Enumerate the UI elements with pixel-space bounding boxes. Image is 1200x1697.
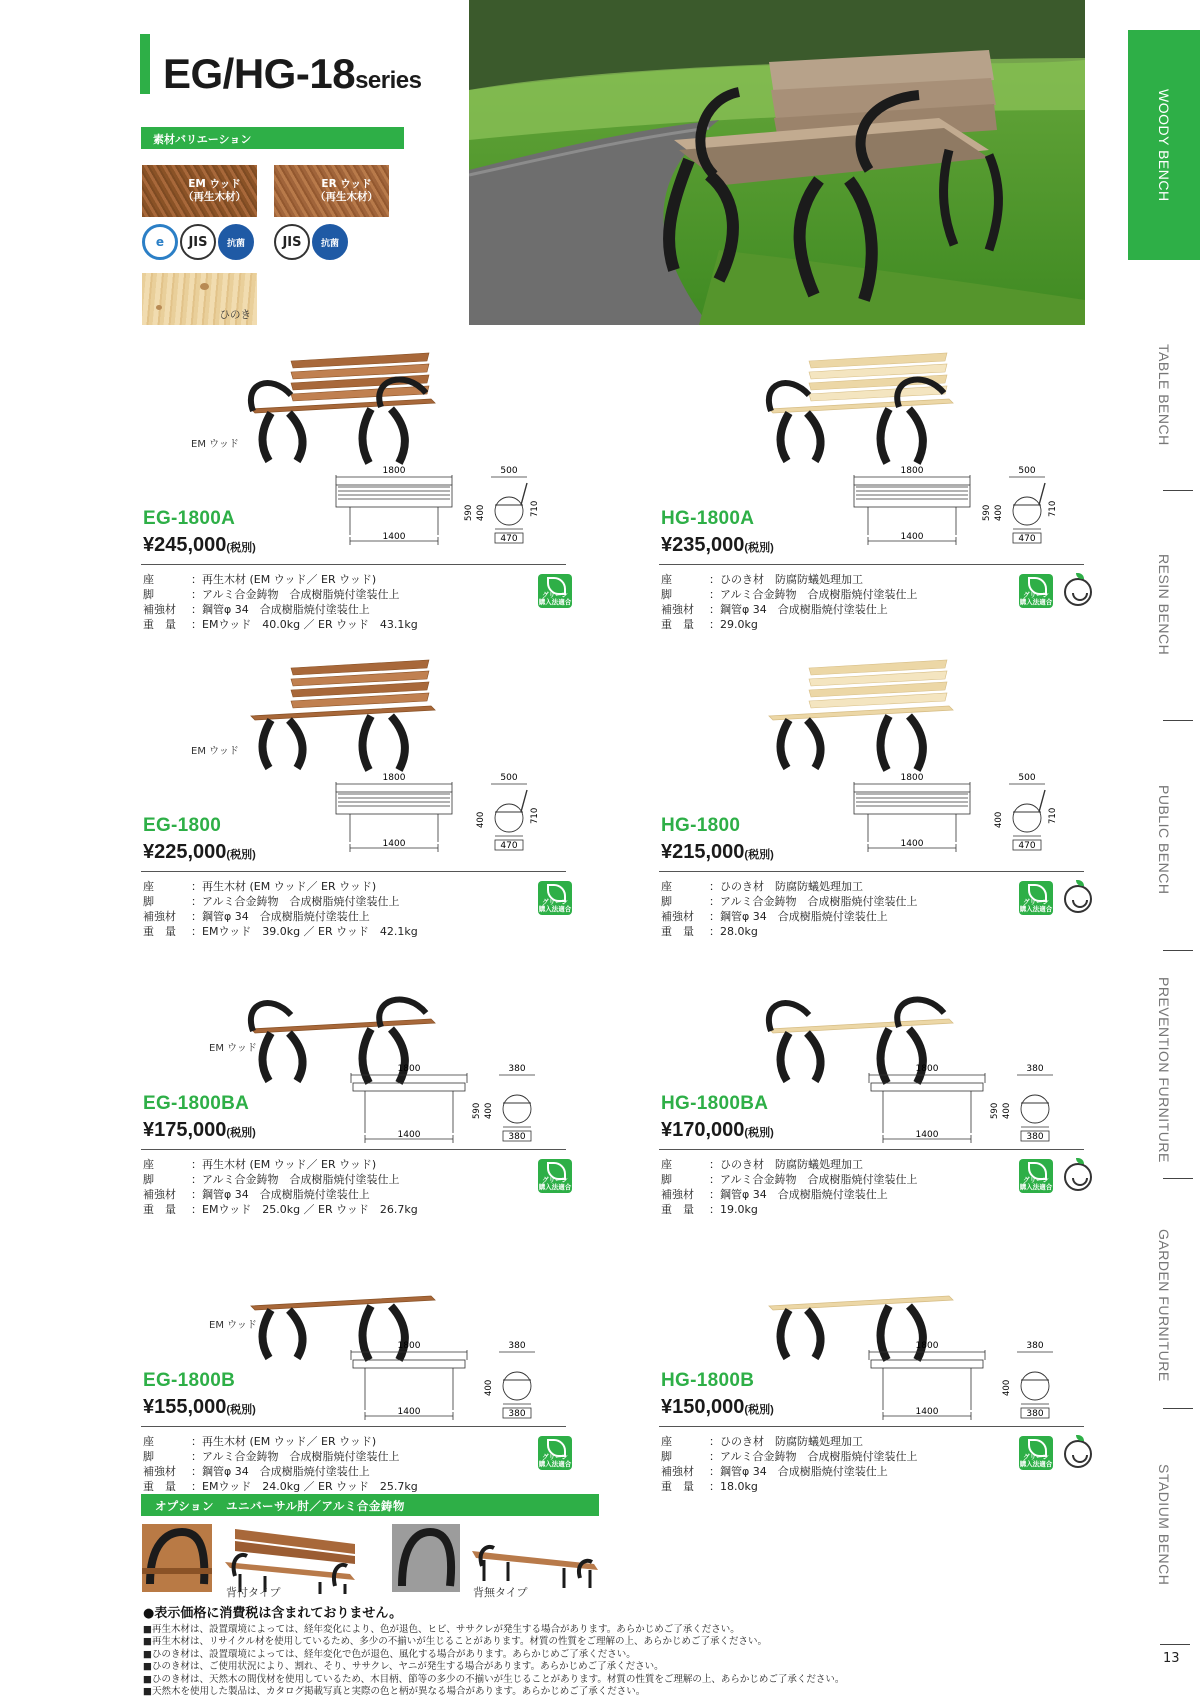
dim-seat-height: 590 [982,504,992,521]
spec-value: ：アルミ合金鋳物 合成樹脂焼付塗装仕上 [191,588,400,601]
eco-icon: e [142,224,178,260]
spec-row [143,894,418,909]
dim-width: 1800 [900,466,924,476]
materials-label: 素材バリエーション [141,127,404,149]
spec-key: 座 [143,573,154,586]
product-eg-1800a [141,345,581,645]
section-rule [659,1426,1084,1427]
title-suffix: series [355,67,422,94]
material-tag: EM ウッド [191,746,239,757]
dim-total-height: 710 [1048,500,1058,517]
model-number: HG-1800A [661,508,755,529]
dim-depth: 380 [1026,1064,1044,1074]
product-eg-1800ba [141,955,581,1255]
spec-key: 脚 [143,588,154,601]
spec-row [143,587,418,602]
bench-illustration [749,345,969,475]
spec-value: ：EMウッド 40.0kg ／ ER ウッド 43.1kg [191,618,418,631]
spec-key: 重 量 [661,1480,694,1493]
spec-value: ：鋼管φ 34 合成樹脂焼付塗装仕上 [709,910,888,923]
dim-width: 1800 [397,1341,421,1351]
model-number: HG-1800B [661,1370,755,1391]
spec-list [661,1434,918,1494]
spec-row [143,1172,418,1187]
spec-key: 脚 [661,588,672,601]
spec-key: 座 [143,1158,154,1171]
dim-height: 400 [476,504,486,521]
notes-head: ●表示価格に消費税は含まれておりません。 [143,1606,403,1621]
green-purchasing-icon: グリーン 購入法適合 [538,574,572,608]
model-number: EG-1800A [143,508,236,529]
spec-row [661,617,918,632]
dim-depth: 380 [508,1341,526,1351]
spec-row [661,1464,918,1479]
spec-row [661,1449,918,1464]
spec-value: ：鋼管φ 34 合成樹脂焼付塗装仕上 [191,603,370,616]
spec-row [661,1187,918,1202]
tax-note: (税別) [744,1404,774,1416]
spec-row [143,1449,418,1464]
eco-face-icon [1064,885,1092,913]
section-rule [141,1149,566,1150]
spec-list [143,879,418,939]
spec-key: 補強材 [661,1465,694,1478]
spec-key: 脚 [143,1450,154,1463]
price [143,841,256,864]
dim-seat-height: 590 [464,504,474,521]
spec-value: ：ひのき材 防腐防蟻処理加工 [709,1158,863,1171]
dim-inner: 1400 [382,532,406,542]
spec-row [661,1172,918,1187]
price [661,1396,774,1419]
price-value: ¥225,000 [143,841,227,863]
dim-total-height: 710 [1048,807,1058,824]
spec-key: 座 [143,880,154,893]
nav-prevention-furniture[interactable]: PREVENTION FURNITURE [1156,977,1172,1163]
swatch-em-label: EM ウッド （再生木材） [183,177,246,203]
dim-height: 400 [1002,1102,1012,1119]
wood-knot [200,283,209,290]
green-purchasing-icon: グリーン 購入法適合 [538,1436,572,1470]
spec-value: ：EMウッド 39.0kg ／ ER ウッド 42.1kg [191,925,418,938]
green-purchasing-icon: グリーン 購入法適合 [538,881,572,915]
spec-row [661,1434,918,1449]
page-number: 13 [1163,1651,1180,1666]
price [143,1119,256,1142]
spec-key: 脚 [143,1173,154,1186]
spec-key: 脚 [661,1450,672,1463]
spec-key: 重 量 [661,925,694,938]
spec-key: 補強材 [661,603,694,616]
spec-value: ：再生木材 (EM ウッド／ ER ウッド) [191,1435,377,1448]
nav-table-bench[interactable]: TABLE BENCH [1156,344,1172,446]
dim-height: 400 [994,811,1004,828]
spec-value: ：ひのき材 防腐防蟻処理加工 [709,573,863,586]
spec-value: ：EMウッド 25.0kg ／ ER ウッド 26.7kg [191,1203,418,1216]
spec-value: ：28.0kg [709,925,758,938]
nav-garden-furniture[interactable]: GARDEN FURNITURE [1156,1228,1172,1382]
spec-key: 座 [661,573,672,586]
spec-key: 重 量 [661,1203,694,1216]
product-hg-1800ba [659,955,1099,1255]
dim-depth: 500 [500,466,518,476]
dimension-drawing [351,1340,591,1430]
spec-key: 重 量 [143,1203,176,1216]
dim-inner: 1400 [397,1130,421,1140]
option-armrest-photo [142,1524,212,1592]
spec-value: ：鋼管φ 34 合成樹脂焼付塗装仕上 [709,603,888,616]
swatch-em-wood [142,165,257,217]
dimension-drawing [869,1340,1109,1430]
spec-list [143,1434,418,1494]
dim-depth: 500 [500,773,518,783]
price-value: ¥155,000 [143,1396,227,1418]
spec-row [661,602,918,617]
dim-inner: 1400 [900,839,924,849]
section-rule [659,871,1084,872]
jis-icon: JIS [274,224,310,260]
dimension-drawing [336,465,576,555]
spec-value: ：アルミ合金鋳物 合成樹脂焼付塗装仕上 [709,1450,918,1463]
dimension-drawing [336,772,576,862]
spec-key: 座 [661,1435,672,1448]
dimension-drawing [869,1063,1109,1153]
spec-key: 補強材 [143,1188,176,1201]
dim-width: 1800 [397,1064,421,1074]
dim-width: 1800 [915,1341,939,1351]
spec-key: 座 [661,1158,672,1171]
material-tag: EM ウッド [209,1043,257,1054]
note-line: ■ひのき材は、ご使用状況により、割れ、そり、ササクレ、ヤニが発生する場合があります。あらかじめご了承ください。 [143,1661,664,1673]
spec-value: ：EMウッド 24.0kg ／ ER ウッド 25.7kg [191,1480,418,1493]
dim-base: 470 [500,534,518,544]
spec-value: ：鋼管φ 34 合成樹脂焼付塗装仕上 [709,1188,888,1201]
spec-row [661,1479,918,1494]
spec-row [661,1157,918,1172]
dim-inner: 1400 [382,839,406,849]
section-rule [141,564,566,565]
eco-face-icon [1064,578,1092,606]
material-tag: EM ウッド [191,439,239,450]
price-value: ¥245,000 [143,534,227,556]
note-line: ■再生木材は、設置環境によっては、経年変化により、色が退色、ヒビ、ササクレが発生する場合があります。あらかじめご了承ください。 [143,1624,740,1635]
dim-width: 1800 [382,466,406,476]
spec-row [143,1479,418,1494]
spec-row [143,1202,418,1217]
price [143,534,256,557]
swatch-er-wood [274,165,389,217]
dim-width: 1800 [915,1064,939,1074]
spec-value: ：ひのき材 防腐防蟻処理加工 [709,880,863,893]
spec-row [143,909,418,924]
spec-list [143,1157,418,1217]
spec-list [661,572,918,632]
product-hg-1800a [659,345,1099,645]
spec-key: 重 量 [143,925,176,938]
hero-photo-bench-in-park [469,0,1085,325]
spec-value: ：鋼管φ 34 合成樹脂焼付塗装仕上 [191,1465,370,1478]
dim-total-height: 710 [530,807,540,824]
section-rule [659,564,1084,565]
nav-woody-bench[interactable]: WOODY BENCH [1128,30,1200,260]
section-rule [141,1426,566,1427]
section-rule [141,871,566,872]
spec-row [143,1157,418,1172]
spec-key: 重 量 [143,618,176,631]
spec-value: ：再生木材 (EM ウッド／ ER ウッド) [191,1158,377,1171]
page-title [163,50,421,98]
price-value: ¥150,000 [661,1396,745,1418]
spec-value: ：鋼管φ 34 合成樹脂焼付塗装仕上 [191,910,370,923]
spec-value: ：18.0kg [709,1480,758,1493]
dim-width: 1800 [382,773,406,783]
dim-height: 400 [476,811,486,828]
dim-inner: 1400 [900,532,924,542]
price-value: ¥235,000 [661,534,745,556]
swatch-hinoki [142,273,257,325]
spec-key: 補強材 [143,910,176,923]
green-purchasing-icon: グリーン 購入法適合 [538,1159,572,1193]
tax-note: (税別) [744,849,774,861]
option-armrest-hinoki-photo [392,1524,460,1592]
material-tag: EM ウッド [209,1320,257,1331]
dim-seat-height: 590 [990,1102,1000,1119]
spec-key: 脚 [143,895,154,908]
dim-inner: 1400 [915,1407,939,1417]
tax-note: (税別) [226,1404,256,1416]
spec-value: ：ひのき材 防腐防蟻処理加工 [709,1435,863,1448]
title-main: EG/HG-18 [163,50,356,97]
product-eg-1800b [141,1232,581,1532]
note-line: ■天然木を使用した製品は、カタログ掲載写真と実際の色と柄が異なる場合があります。あらかじめご了承ください。 [143,1686,646,1697]
dimension-drawing [854,772,1094,862]
antibacterial-icon: 抗菌 [312,224,348,260]
spec-row [143,602,418,617]
spec-list [143,572,418,632]
bench-illustration [231,345,451,475]
model-number: HG-1800BA [661,1093,769,1114]
spec-row [661,924,918,939]
spec-value: ：アルミ合金鋳物 合成樹脂焼付塗装仕上 [191,1173,400,1186]
dim-width: 1800 [900,773,924,783]
price [661,534,774,557]
dim-inner: 1400 [915,1130,939,1140]
spec-value: ：再生木材 (EM ウッド／ ER ウッド) [191,573,377,586]
dim-depth: 500 [1018,773,1036,783]
spec-row [143,924,418,939]
spec-row [661,1202,918,1217]
note-line: ■再生木材は、リサイクル材を使用しているため、多少の不揃いが生じることがあります。材質の性質をご理解の上、あらかじめご了承ください。 [143,1636,768,1648]
nav-resin-bench[interactable]: RESIN BENCH [1156,554,1172,656]
dim-total-height: 710 [530,500,540,517]
price [661,841,774,864]
spec-row [143,1464,418,1479]
dim-depth: 380 [1026,1341,1044,1351]
jis-icon: JIS [180,224,216,260]
spec-key: 補強材 [661,910,694,923]
product-hg-1800b [659,1232,1099,1532]
notes [143,1602,1103,1697]
dim-inner: 1400 [397,1407,421,1417]
tax-note: (税別) [226,542,256,554]
spec-value: ：アルミ合金鋳物 合成樹脂焼付塗装仕上 [191,895,400,908]
dim-base: 380 [1026,1409,1044,1419]
nav-stadium-bench[interactable]: STADIUM BENCH [1156,1464,1172,1586]
dim-base: 380 [508,1409,526,1419]
model-number: EG-1800B [143,1370,236,1391]
nav-public-bench[interactable]: PUBLIC BENCH [1156,785,1172,895]
option-no-back-bench [472,1536,602,1591]
product-hg-1800 [659,652,1099,952]
price-value: ¥170,000 [661,1119,745,1141]
dimension-drawing [854,465,1094,555]
bench-illustration [749,652,969,782]
spec-value: ：アルミ合金鋳物 合成樹脂焼付塗装仕上 [709,895,918,908]
price [661,1119,774,1142]
spec-value: ：再生木材 (EM ウッド／ ER ウッド) [191,880,377,893]
product-eg-1800 [141,652,581,952]
tax-note: (税別) [744,542,774,554]
spec-row [143,879,418,894]
page-number-rule [1160,1644,1190,1645]
swatch-hinoki-label: ひのき [219,308,251,321]
spec-value: ：アルミ合金鋳物 合成樹脂焼付塗装仕上 [191,1450,400,1463]
spec-list [661,1157,918,1217]
dim-height: 400 [1002,1379,1012,1396]
green-purchasing-icon: グリーン 購入法適合 [1019,881,1053,915]
dim-base: 470 [1018,841,1036,851]
dim-height: 400 [484,1379,494,1396]
dim-height: 400 [484,1102,494,1119]
nav-divider [1163,1408,1193,1409]
spec-key: 重 量 [143,1480,176,1493]
dim-base: 380 [1026,1132,1044,1142]
green-purchasing-icon: グリーン 購入法適合 [1019,1159,1053,1193]
eco-face-icon [1064,1163,1092,1191]
title-accent-bar [140,34,150,94]
antibacterial-icon: 抗菌 [218,224,254,260]
price-value: ¥175,000 [143,1119,227,1141]
spec-key: 座 [661,880,672,893]
nav-divider [1163,1178,1193,1179]
spec-row [661,572,918,587]
spec-value: ：鋼管φ 34 合成樹脂焼付塗装仕上 [191,1188,370,1201]
spec-row [143,1434,418,1449]
dim-depth: 380 [508,1064,526,1074]
spec-value: ：アルミ合金鋳物 合成樹脂焼付塗装仕上 [709,1173,918,1186]
option-no-back-caption: 背無タイプ [473,1586,528,1599]
model-number: EG-1800BA [143,1093,250,1114]
spec-list [661,879,918,939]
swatch-er-label: ER ウッド （再生木材） [315,177,378,203]
spec-value: ：アルミ合金鋳物 合成樹脂焼付塗装仕上 [709,588,918,601]
option-with-back-caption: 背付タイプ [226,1586,281,1599]
dim-base: 470 [500,841,518,851]
tax-note: (税別) [226,849,256,861]
spec-key: 脚 [661,1173,672,1186]
spec-row [143,617,418,632]
dim-seat-height: 590 [472,1102,482,1119]
dimension-drawing [351,1063,591,1153]
nav-divider [1163,490,1193,491]
spec-key: 脚 [661,895,672,908]
spec-row [661,879,918,894]
spec-value: ：19.0kg [709,1203,758,1216]
bench-illustration [231,652,451,782]
section-rule [659,1149,1084,1150]
wood-knot [156,305,162,310]
spec-key: 補強材 [661,1188,694,1201]
eco-face-icon [1064,1440,1092,1468]
dim-base: 380 [508,1132,526,1142]
spec-key: 補強材 [143,1465,176,1478]
nav-divider [1163,720,1193,721]
note-line: ■ひのき材は、設置環境によっては、経年変化で色が退色、風化する場合があります。あらかじめご了承ください。 [143,1648,636,1660]
spec-value: ：29.0kg [709,618,758,631]
options-label: オプション ユニバーサル肘／アルミ合金鋳物 [141,1494,599,1516]
spec-key: 座 [143,1435,154,1448]
nav-divider [1163,950,1193,951]
spec-row [143,572,418,587]
spec-row [661,587,918,602]
dim-height: 400 [994,504,1004,521]
note-line: ■ひのき材は、天然木の間伐材を使用しているため、木目柄、節等の多少の不揃いが生じることがあります。材質の性質をご理解の上、あらかじめご了承ください。 [143,1673,845,1685]
green-purchasing-icon: グリーン 購入法適合 [1019,1436,1053,1470]
spec-row [661,894,918,909]
green-purchasing-icon: グリーン 購入法適合 [1019,574,1053,608]
price-value: ¥215,000 [661,841,745,863]
spec-row [143,1187,418,1202]
tax-note: (税別) [744,1127,774,1139]
model-number: EG-1800 [143,815,222,836]
model-number: HG-1800 [661,815,741,836]
tax-note: (税別) [226,1127,256,1139]
side-nav [1128,30,1200,1630]
dim-base: 470 [1018,534,1036,544]
spec-key: 重 量 [661,618,694,631]
spec-row [661,909,918,924]
dim-depth: 500 [1018,466,1036,476]
spec-key: 補強材 [143,603,176,616]
spec-value: ：鋼管φ 34 合成樹脂焼付塗装仕上 [709,1465,888,1478]
price [143,1396,256,1419]
